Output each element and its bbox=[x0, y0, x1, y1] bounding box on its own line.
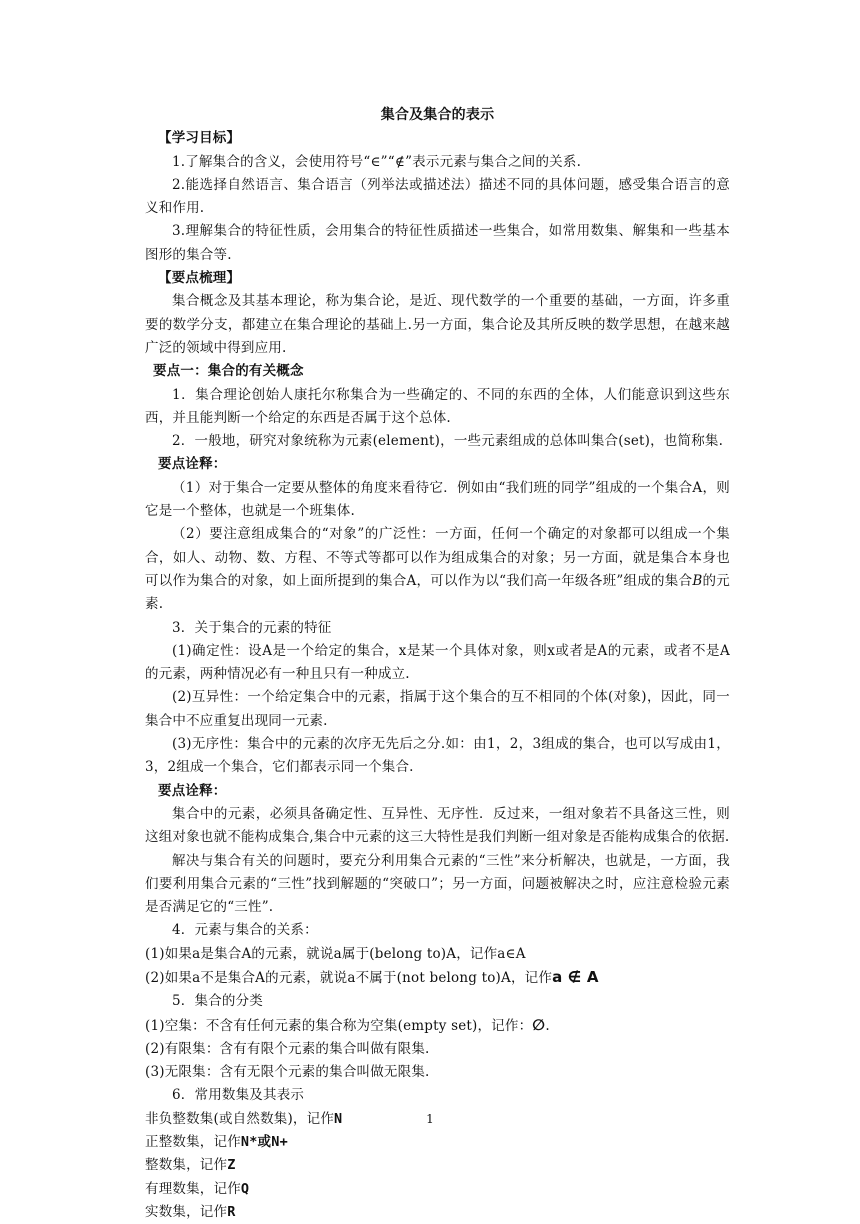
text: 有理数集，记作 bbox=[145, 1180, 241, 1197]
text: （2）要注意组成集合的“对象”的广泛性：一方面，任何一个确定的对象都可以组成一个集合，如人、动物、数、方程、不等式等都可以作为组成集合的对象；另一方面，就是集合本身也可以作为集合的对象，如上面所提到的集合A，可以作为以“我们高一年级各班”组成的集合 bbox=[145, 526, 730, 589]
note-heading: 要点诠释： bbox=[158, 456, 227, 473]
number-set-line bbox=[145, 1154, 730, 1177]
page-number: 1 bbox=[426, 1112, 434, 1126]
set-symbol: B bbox=[692, 572, 703, 589]
document-body bbox=[145, 104, 730, 1224]
text: 整数集，记作 bbox=[145, 1157, 228, 1174]
not-belong-symbol: a ∉ A bbox=[552, 967, 599, 986]
text: 正整数集，记作 bbox=[145, 1134, 241, 1151]
set-symbol: Q bbox=[240, 1180, 250, 1197]
paragraph: （1）对于集合一定要从整体的角度来看待它．例如由“我们班的同学”组成的一个集合A，则它是一个整体，也就是一个班集体. bbox=[145, 479, 730, 520]
set-symbol: Z bbox=[227, 1157, 236, 1174]
goal-item: 1.了解集合的含义，会使用符号“∈”“∉”表示元素与集合之间的关系. bbox=[172, 153, 582, 170]
section-heading: 要点一：集合的有关概念 bbox=[153, 363, 304, 380]
paragraph: (3)无序性：集合中的元素的次序无先后之分.如：由1，2，3组成的集合，也可以写成由1，3，2组成一个集合，它们都表示同一个集合. bbox=[145, 736, 730, 776]
number-set-line bbox=[145, 1201, 730, 1224]
set-symbol: N*或N+ bbox=[240, 1134, 288, 1151]
paragraph: 解决与集合有关的问题时，要充分利用集合元素的“三性”来分析解决，也就是，一方面，我们要利用集合元素的“三性”找到解题的“突破口”；另一方面，问题被解决之时，应注意检验元素是否满足它的“三性”. bbox=[145, 852, 730, 916]
goals-header: 【学习目标】 bbox=[158, 130, 241, 147]
number-set-line bbox=[145, 1131, 730, 1154]
paragraph: 集合中的元素，必须具备确定性、互异性、无序性．反过来，一组对象若不具备这三性，则这组对象也就不能构成集合,集合中元素的这三大特性是我们判断一组对象是否能构成集合的依据. bbox=[145, 805, 730, 846]
class-line: (2)有限集：含有有限个元素的集合叫做有限集. bbox=[145, 1040, 430, 1057]
relation-line: (1)如果a是集合A的元素，就说a属于(belong to)A，记作a∈A bbox=[145, 945, 526, 962]
goal-item: 3.理解集合的特征性质，会用集合的特征性质描述一些集合，如常用数集、解集和一些基本图形的集合等. bbox=[145, 223, 730, 263]
paragraph: 6．常用数集及其表示 bbox=[172, 1087, 305, 1104]
paragraph bbox=[145, 523, 730, 616]
text: 非负整数集(或自然数集)，记作 bbox=[145, 1110, 335, 1127]
text: (2)如果a不是集合A的元素，就说a不属于(not belong to)A，记作 bbox=[145, 969, 553, 986]
empty-set-symbol: ∅ bbox=[532, 1015, 546, 1034]
class-line bbox=[145, 1014, 730, 1038]
intro-paragraph: 集合概念及其基本理论，称为集合论，是近、现代数学的一个重要的基础，一方面，许多重要的数学分支，都建立在集合理论的基础上.另一方面，集合论及其所反映的数学思想，在越来越广泛的领域中得到应用. bbox=[145, 293, 730, 356]
paragraph: 3．关于集合的元素的特征 bbox=[172, 619, 332, 636]
paragraph: 1．集合理论创始人康托尔称集合为一些确定的、不同的东西的全体，人们能意识到这些东西，并且能判断一个给定的东西是否属于这个总体. bbox=[145, 386, 730, 426]
set-symbol: R bbox=[227, 1203, 236, 1220]
text: 的元素. bbox=[145, 572, 730, 613]
points-header: 【要点梳理】 bbox=[158, 270, 241, 287]
class-line: (3)无限集：含有无限个元素的集合叫做无限集. bbox=[145, 1064, 430, 1081]
relation-line bbox=[145, 966, 730, 990]
goal-item: 2.能选择自然语言、集合语言（列举法或描述法）描述不同的具体问题，感受集合语言的意义和作用. bbox=[145, 176, 730, 217]
text: 实数集，记作 bbox=[145, 1203, 228, 1220]
paragraph: (2)互异性：一个给定集合中的元素，指属于这个集合的互不相同的个体(对象)，因此，同一集合中不应重复出现同一元素. bbox=[145, 689, 730, 729]
number-set-line bbox=[145, 1178, 730, 1201]
paragraph: 2．一般地，研究对象统称为元素(element)，一些元素组成的总体叫集合(set)，也简称集. bbox=[172, 433, 724, 450]
text: . bbox=[545, 1017, 550, 1034]
paragraph: (1)确定性：设A是一个给定的集合，x是某一个具体对象，则x或者是A的元素，或者不是A的元素，两种情况必有一种且只有一种成立. bbox=[145, 642, 730, 683]
paragraph: 5．集合的分类 bbox=[172, 993, 263, 1010]
page-title: 集合及集合的表示 bbox=[380, 107, 495, 123]
note-heading: 要点诠释： bbox=[158, 782, 227, 799]
paragraph: 4．元素与集合的关系： bbox=[172, 922, 318, 939]
set-symbol: N bbox=[334, 1110, 343, 1127]
text: (1)空集：不含有任何元素的集合称为空集(empty set)，记作： bbox=[145, 1017, 533, 1034]
